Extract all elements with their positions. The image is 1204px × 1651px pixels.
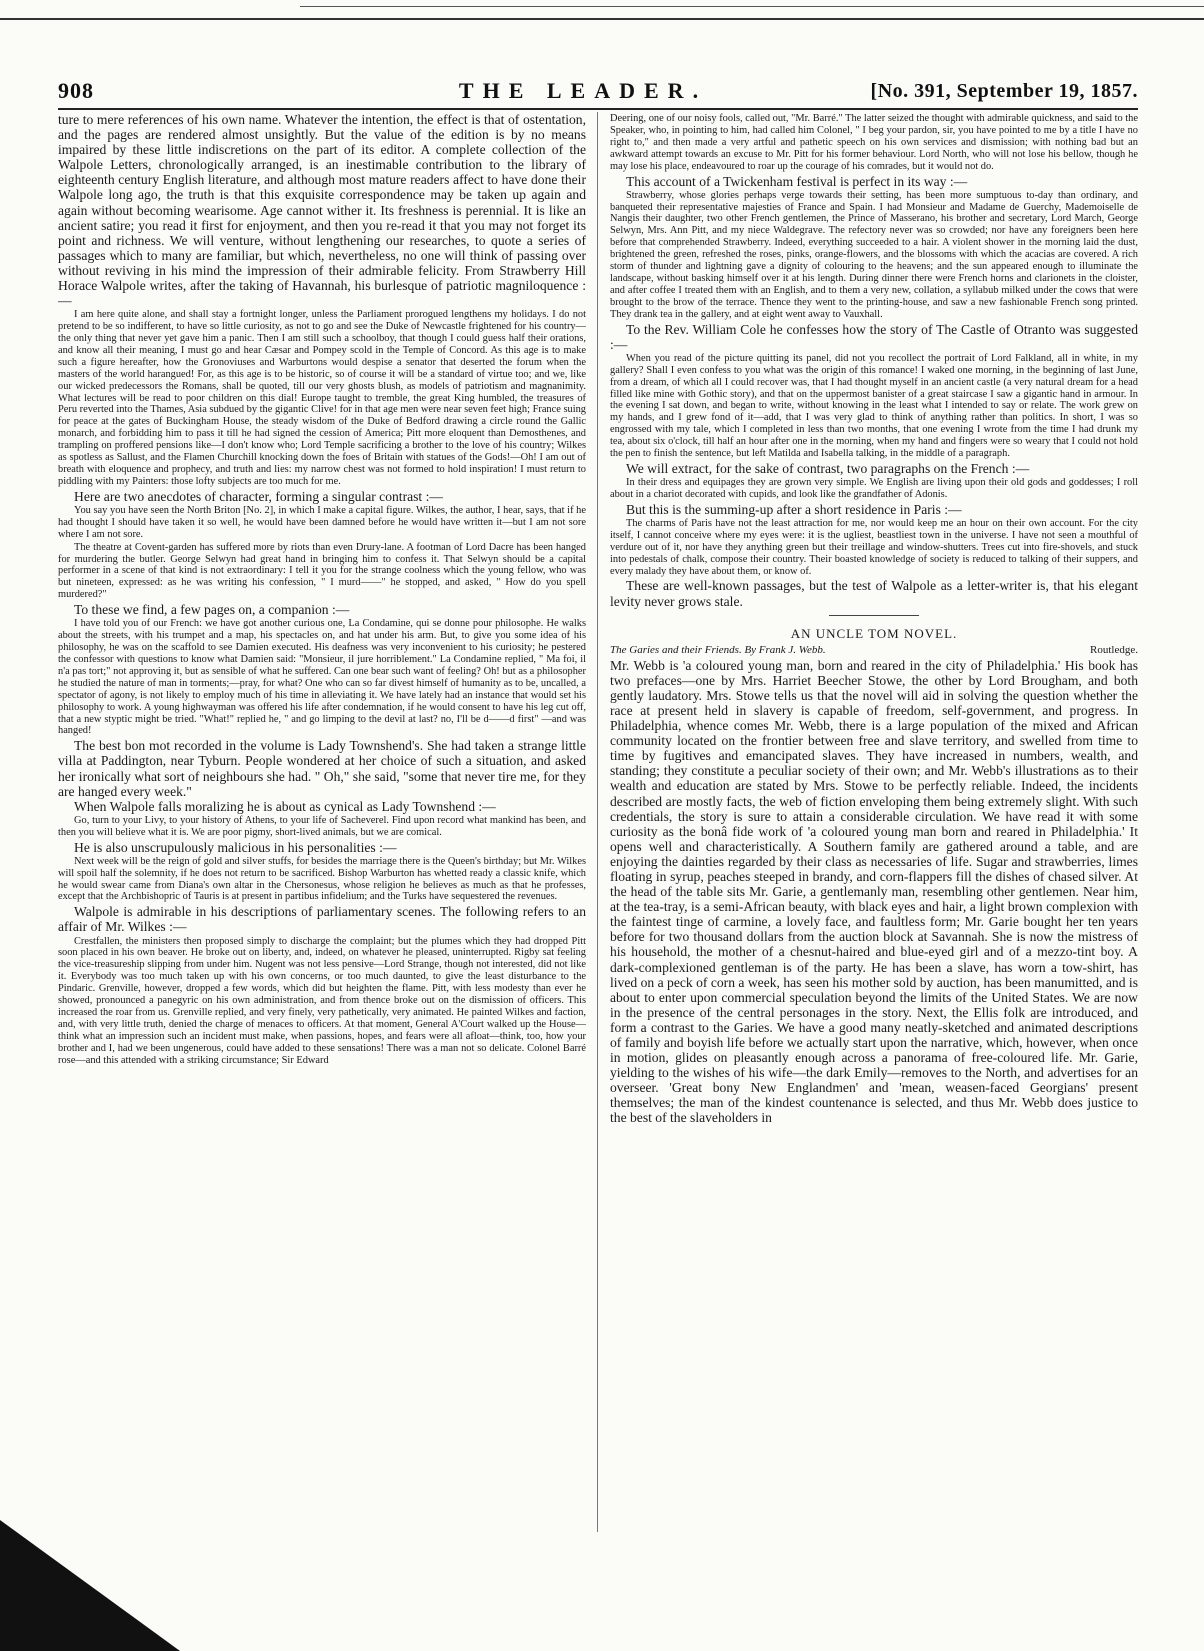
paragraph: This account of a Twickenham festival is perfect in its way :— [626, 173, 968, 189]
paragraph: We will extract, for the sake of contrast, two paragraphs on the French :— [626, 460, 1030, 476]
quoted-letter: I am here quite alone, and shall stay a fortnight longer, unless the Parliament prorogued lengthens my holidays. I do not pretend to be so indifferent, to have so little curiosity, as not to go and see the Duke of Newcastle frightened for his country—the only thing that never yet gave him a panic. Then I am still such a schoolboy, that though I could guess half their orations, and know all their meaning, I must go and hear Cæsar and Pompey scold in the Temple of Concord. As this age is to make such a figure hereafter, how the Gronoviuses and Warburtons would despise a senator that deserted the forum when the masters of the world harangued! For, as this age is to be historic, so of course it will be a standard of virtue too; and we, like our wicked predecessors the Romans, shall be quoted, till our very ghosts blush, as models of patriotism and magnanimity. What lectures will be read to poor children on this dial! Europe taught to tremble, the great King humbled, the treasures of Peru reverted into the Thames, Asia subdued by the gigantic Clive! for in that age men were near seven feet high; France suing for peace at the gates of Buckingham House, the steady wisdom of the Duke of Bedford drawing a circle round the Gallic monarch, and forbidding him to pass it till he had signed the cession of America; Pitt more eloquent than Demosthenes, and trampling on proffered pensions like—I don't know who; Lord Temple sacrificing a brother to the love of his country; Wilkes as spotless as Sallust, and the Flamen Churchill knocking down the foes of Britain with statues of the Gods!—Oh! I am out of breath with eloquence and prophecy, and truth and lies: my narrow chest was not formed to hold inspiration! I must return to piddling with my Painters: those lofty subjects are too much for me. [58, 309, 586, 487]
top-edge-rule [300, 6, 1204, 7]
page-corner-shadow [0, 1520, 180, 1651]
issue-line: [No. 391, September 19, 1857. [870, 80, 1138, 102]
page-number: 908 [58, 78, 94, 103]
quoted-letter: Go, turn to your Livy, to your history of Athens, to your life of Sacheverel. Find upon record what mankind has been, and then you will believe what it is. We are poor pigmy, short-lived animals, but we are comical. [58, 814, 586, 838]
right-column [610, 112, 1138, 1532]
header-rule [58, 108, 1138, 110]
paragraph: To the Rev. William Cole he confesses how the story of The Castle of Otranto was suggested :— [610, 321, 1138, 352]
paper-title: THE LEADER. [458, 78, 708, 103]
paragraph: The best bon mot recorded in the volume is Lady Townshend's. She had taken a strange little villa at Paddington, near Tyburn. People wondered at her choice of such a situation, and asked her ironically what sort of neighbours she had. " Oh," she said, "some that never tire me, for they are hanged every week." [58, 738, 586, 799]
paragraph: Here are two anecdotes of character, forming a singular contrast :— [74, 488, 443, 504]
paragraph: ture to mere references of his own name. Whatever the intention, the effect is that of ostentation, and the pages are rendered almost unsightly. But the value of the edition is by no means impaired by these little indiscretions on the part of its editor. A complete collection of the Walpole Letters, chronologically arranged, is an inestimable contribution to the library of eighteenth century English literature, and although most mature readers affect to have done their Walpole long ago, the truth is that this exquisite correspondence may be taken up again and again without becoming wearisome. Age cannot wither it. Its freshness is perennial. It is like an ancient satire; you read it first for enjoyment, and then you re-read it that you may not forget its point and richness. We will venture, without lengthening our researches, to quote a series of passages which to many are familiar, but which, nevertheless, no one will think of passing over without reviving in his mind the impression of their admirable felicity. From Strawberry Hill Horace Walpole writes, after the taking of Havannah, his burlesque of patriotic magniloquence :— [58, 112, 586, 309]
quoted-letter: I have told you of our French: we have got another curious one, La Condamine, qui se donne pour philosophe. He walks about the streets, with his trumpet and a map, his spectacles on, and hat under his arm. But, to give you some idea of his philosophy, he was on the scaffold to see Damien executed. His deafness was very inconvenient to his curiosity; he pestered the confessor with questions to know what Damien said: "Monsieur, il jure horriblement." La Condamine replied, " Ma foi, il n'a pas tort;" not approving it, but as sensible of what he suffered. Can one bear such want of feeling? Oh! but as a philosopher he studied the nature of man in torments;—pray, for what? One who can so far divest himself of humanity as to be, uncalled, a spectator of agony, is not likely to employ much of his time in alleviating it. We have lately had an instance that would set his philosophy to work. A young highwayman was offered his life after condemnation, if he would consent to have his leg cut off, that a new styptic might be tried. "What!" replied he, " and go limping to the devil at last? no, I'll be d——d first" —and was hanged! [58, 618, 586, 737]
paragraph: These are well-known passages, but the test of Walpole as a letter-writer is, that his elegant levity never grows stale. [610, 578, 1138, 609]
quoted-letter: Strawberry, whose glories perhaps verge towards their setting, has been more sumptuous to-day than ordinary, and banqueted their representative majesties of France and Spain. I had Monsieur and Madame de Guerchy, Mademoiselle de Nangis their daughter, two other French gentlemen, the Prince of Masserano, his brother and secretary, Lord March, George Selwyn, Mrs. Ann Pitt, and my niece Waldegrave. The refectory never was so crowded; nor have any foreigners been here before that comprehended Strawberry. Indeed, everything succeeded to a hair. A violent shower in the morning laid the dust, brightened the green, refreshed the roses, pinks, orange-flowers, and the blossoms with which the acacias are covered. A rich storm of thunder and lightning gave a dignity of colouring to the heavens; and the sun appeared enough to illuminate the landscape, without basking himself over it at his length. During dinner there were French horns and clarionets in the cloister, and after coffee I treated them with an English, and to them a very new, collation, a syllabub milked under the cows that were brought to the brow of the terrace. Thence they went to the printing-house, and saw a new fashionable French song printed. They drank tea in the gallery, and at eight went away to Vauxhall. [610, 189, 1138, 320]
left-column [58, 112, 586, 1532]
quoted-letter: In their dress and equipages they are grown very simple. We English are living upon their old gods and goddesses; I roll about in a chariot decorated with cupids, and look like the grandfather of Adonis. [610, 477, 1138, 500]
quoted-letter: Deering, one of our noisy fools, called out, "Mr. Barré." The latter seized the thought with admirable quickness, and said to the Speaker, who, in pointing to him, had called him Colonel, " I beg your pardon, sir, you have pointed to me by a title I have no right to," and then made a very artful and pathetic speech on his own services and dismission; with nothing bad but an awkward attempt towards an excuse to Mr. Pitt for his former behaviour. Lord North, who will not lose his bellow, though he may lose his place, endeavoured to roar up the courage of his comrades, but it would not do. [610, 113, 1138, 172]
quoted-letter: The charms of Paris have not the least attraction for me, nor would keep me an hour on their own account. For the city itself, I cannot conceive where my eyes were: it is the ugliest, beastliest town in the universe. I have not seen a mouthful of verdure out of it, nor have they anything green but their treillage and window-shutters. Trees cut into fire-shovels, and stuck into pedestals of chalk, compose their country. Their boasted knowledge of society is reduced to talking of their suppers, and every malady they have about them, or know of. [610, 517, 1138, 577]
section-title: AN UNCLE TOM NOVEL. [790, 625, 958, 641]
paragraph: Mr. Webb is 'a coloured young man, born and reared in the city of Philadelphia.' His book has two prefaces—one by Mrs. Harriet Beecher Stowe, the other by Lord Brougham, and both gently laudatory. Mrs. Stowe tells us that the novel will aid in solving the question whether the race at present held in slavery is capable of freedom, self-government, and progress. In Philadelphia, whence comes Mr. Webb, there is a large population of the mixed and African community located on the frontier between free and slave territory, and swelled from time to time by fugitives and emancipated slaves. They have increased in numbers, wealth, and standing; they constitute a peculiar society of their own; and Mr. Webb's illustrations as to their wealth and education are stated by Mrs. Stowe to be perfectly reliable. Indeed, the incidents described are mostly facts, the web of fiction enveloping them being extremely slight. With such credentials, the story is sure to attain a considerable circulation. We have read it with some curiosity as the bonâ fide work of 'a coloured young man born and reared in Philadelphia.' It opens well and characteristically. A Southern family are gathered around a table, and are enjoying the dainties regarded by their class as necessaries of life. Sugar and strawberries, limes floating in syrup, peaches steeped in brandy, and corn-flappers fill the dishes of chased silver. At the head of the table sits Mr. Garie, a gentlemanly man, resembling other gentlemen. Near him, at the tea-tray, is a semi-African beauty, with black eyes and hair, a light brown complexion with the faintest tinge of carmine, a lovely face, and faultless form; Mr. Garie bought her ten years before for two thousand dollars from the auction block at Savannah. She is now the mistress of his household, the mother of a chesnut-haired and blue-eyed girl and of a mezzo-tint boy. A dark-complexioned gentleman is of the party. He has been a slave, has worn a tow-shirt, has lived on a peck of corn a week, has seen his mother sold by auction, has been manumitted, and is about to enter upon commercial speculation beyond the limits of the United States. We are now in the presence of the central personages in the story. Next, the Ellis folk are introduced, and form a contrast to the Garies. We have a good many neatly-sketched and animated descriptions of family and boyish life before we actually start upon the narrative, which, however, when once in motion, glides on pleasantly enough across a panorama of free-coloured life. Mr. Garie, yielding to the wishes of his wife—the dark Emily—removes to the North, and advertises for an overseer. 'Great bony New Englandmen' and 'mean, weasen-faced Georgians' present themselves; the man of the kindest countenance is selected, and thus Mr. Webb does justice to the best of the slaveholders in [610, 657, 1138, 1126]
paragraph: Walpole is admirable in his descriptions of parliamentary scenes. The following refers to an affair of Mr. Wilkes :— [58, 904, 586, 935]
paragraph: He is also unscrupulously malicious in his personalities :— [74, 839, 397, 855]
book-title: The Garies and their Friends. By Frank J. Webb. [610, 643, 826, 656]
quoted-letter: When you read of the picture quitting its panel, did not you recollect the portrait of Lord Falkland, all in white, in my gallery? Shall I even confess to you what was the origin of this romance! I waked one morning, in the beginning of last June, from a dream, of which all I could recover was, that I had thought myself in an ancient castle (a very natural dream for a head filled like mine with Gothic story), and that on the uppermost banister of a great staircase I saw a gigantic hand in armour. In the evening I sat down, and began to write, without knowing in the least what I intended to say or relate. The work grew on my hands, and I grew fond of it—add, that I was very glad to think of anything rather than politics. In short, I was so engrossed with my tale, which I completed in less than two months, that one evening I wrote from the time I had drunk my tea, about six o'clock, till half an hour after one in the morning, when my hand and fingers were so weary that I could not hold the pen to finish the sentence, but left Matilda and Isabella talking, in the middle of a paragraph. [610, 352, 1138, 460]
book-citation [610, 644, 1138, 658]
quoted-letter: Crestfallen, the ministers then proposed simply to discharge the complaint; but the plumes which they had dropped Pitt soon placed in his own beaver. He broke out on liberty, and, indeed, on whatever he pleased, uninterrupted. Rigby sat feeling the vice-treasureship slipping from under him. Nugent was not less pensive—Lord Strange, though not interested, did not like it. Everybody was too much taken up with his own concerns, or too much daunted, to give the least disturbance to the Pindaric. Grenville, however, dropped a few words, which did but heighten the flame. Pitt, with less modesty than ever he showed, pronounced a panegyric on his own administration, and from thence broke out on the dismission of officers. This increased the roar from us. Grenville replied, and very finely, very pathetically, very animated. He painted Wilkes and faction, and, with very little truth, denied the charge of menaces to officers. At that moment, General A'Court walked up the House—think what an impression such an incident must make, when passions, hopes, and fears were all afloat—think, too, how your brother and I, had we been ungenerous, could have added to these sensations! There was a man not so delicate. Colonel Barré rose—and this attended with a striking circumstance; Sir Edward [58, 935, 586, 1066]
top-rule [0, 18, 1204, 20]
quoted-letter: The theatre at Covent-garden has suffered more by riots than even Drury-lane. A footman of Lord Dacre has been hanged for murdering the butler. George Selwyn had great hand in bringing him to confess it. That Selwyn should be a capital performer in a scene of that kind is not extraordinary: I tell it you for the strange coolness which the young fellow, who was but nineteen, expressed: as he was writing his confession, " I murd——" he stopped, and asked, " How do you spell murdered?" [58, 541, 586, 601]
masthead [58, 78, 1138, 110]
quoted-letter: You say you have seen the North Briton [No. 2], in which I make a capital figure. Wilkes, the author, I hear, says, that if he had thought I should have taken it so well, he would have been damned before he would have written it—but I am not sore where I am not sore. [58, 504, 586, 540]
section-rule [829, 615, 919, 616]
paragraph: But this is the summing-up after a short residence in Paris :— [626, 501, 962, 517]
quoted-letter: Next week will be the reign of gold and silver stuffs, for besides the marriage there is the Queen's birthday; but Mr. Wilkes will spoil half the solemnity, if he does not return to be sacrificed. Bishop Warburton has whetted ready a classic knife, which he would swear came from Diana's own altar in the Chersonesus, whose religion he believes as much as that he professes, except that the Archbishopric of Tauris is at present in partibus infidelium; and the Turks have sequestered the revenues. [58, 855, 586, 903]
paragraph: To these we find, a few pages on, a companion :— [74, 602, 350, 618]
column-divider [597, 112, 598, 1532]
paragraph: When Walpole falls moralizing he is about as cynical as Lady Townshend :— [74, 798, 496, 814]
book-publisher: Routledge. [1090, 643, 1138, 656]
